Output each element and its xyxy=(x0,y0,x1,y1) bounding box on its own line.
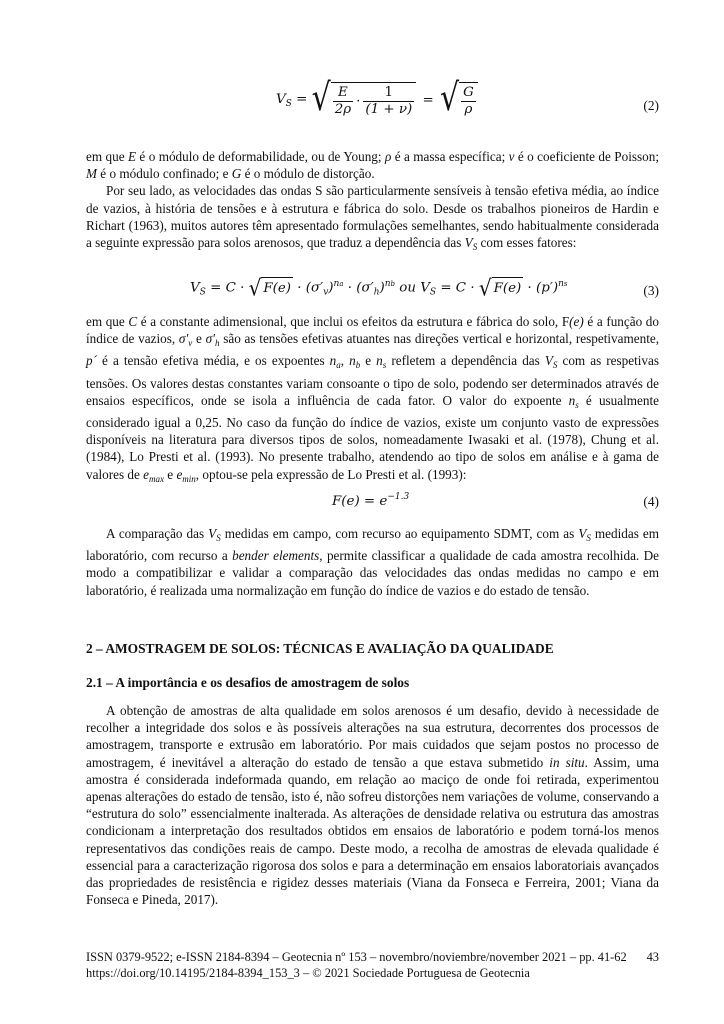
footer-issn: ISSN 0379-9522; e-ISSN 2184-8394 – Geotecnia nº 153 – novembro/noviembre/november 2021 – pp. 41-62 xyxy=(86,950,627,964)
equation-2-body: $V_S$ = √ $\frac{E}{2\rho}$ · $\frac{1}{(1 + \nu)}$ = √ $\frac{G}{\rho}$ xyxy=(276,82,478,118)
subsection-heading: 2.1 – A importância e os desafios de amostragem de solos xyxy=(86,675,410,690)
paragraph-3: em que C é a constante adimensional, que inclui os efeitos da estrutura e fábrica do solo, F(e) é a função do índice de vazios, $\sigma'_v$ e $\sigma'_h$ são as tensões efetivas atuantes nas direções vertical e horizontal, respetivamente, p´ é a tensão efetiva média, e os expoentes $n_a$, $n_b$ e $n_s$ refletem a dependência das $V_S$ com as respetivas tensões. Os valores destas constantes variam consoante o tipo de solo, podendo ser determinados através de ensaios específicos, onde se isola a influência de cada fator. O valor do expoente $n_s$ é usualmente considerado igual a 0,25. No caso da função do índice de vazios, existe um conjunto vasto de expressões disponíveis na literatura para diversos tipos de solos, nomeadamente Iwasaki et al. (1978), Chung et al. (1984), Lo Presti et al. (1993). No presente trabalho, atendendo ao tipo de solos em análise e à gama de valores de $e_{max}$ e $e_{min}$, optou-se pela expressão de Lo Presti et al. (1993): xyxy=(86,314,660,484)
equation-2 xyxy=(86,76,659,142)
equation-number: (4) xyxy=(643,494,659,509)
equation-3-body: $V_S = C$ · √ F(e) · $(\sigma'_v)^{na} \cdot (\sigma'_h)^{nb}$ ou $V_S = C$ · √ F(e) · $(p')^{ns}$ xyxy=(190,274,568,302)
equation-number: (2) xyxy=(643,98,659,113)
equation-4 xyxy=(86,492,659,516)
page-number: 43 xyxy=(646,950,659,964)
page-footer xyxy=(86,949,659,981)
equation-number: (3) xyxy=(643,283,659,298)
equation-4-body: $F(e) = e^{-1.3}$ xyxy=(332,492,410,509)
section-heading: 2 – AMOSTRAGEM DE SOLOS: TÉCNICAS E AVALIAÇÃO DA QUALIDADE xyxy=(86,641,554,656)
equation-3 xyxy=(86,274,659,307)
paragraph-4: A comparação das $V_S$ medidas em campo, com recurso ao equipamento SDMT, com as $V_S$ medidas em laboratório, com recurso a bender elements, permite classificar a qualidade de cada amostra recolhida. De modo a compatibilizar e validar a comparação das velocidades das ondas medidas no campo e em laboratório, é realizada uma normalização em função do índice de vazios e do estado de tensão. xyxy=(86,526,659,598)
paragraph-5: A obtenção de amostras de alta qualidade em solos arenosos é um desafio, devido à necessidade de recolher a integridade dos solos e às possíveis alterações na sua estrutura, decorrentes dos processos de amostragem, transporte e extrusão em laboratório. Por mais cuidados que sejam postos no processo de amostragem, é inevitável a alteração do estado de tensão a que estava submetido in situ. Assim, uma amostra é considerada indeformada quando, em relação ao maciço de onde foi retirada, experimentou apenas alterações do estado de tensão, isto é, não sofreu distorções nem variações de volume, conservando a “estrutura do solo” essencialmente inalterada. As alterações de densidade relativa ou estrutura das amostras condicionam a interpretação dos resultados obtidos em ensaios de laboratório e podem torná-los menos representativos das condições reais de campo. Deste modo, a recolha de amostras de elevada qualidade é essencial para a caracterização rigorosa dos solos e para a determinação em ensaios laboratoriais avançados das propriedades de resistência e rigidez desses materiais (Viana da Fonseca e Ferreira, 2001; Viana da Fonseca e Pineda, 2017). xyxy=(86,703,660,908)
paragraph-2: Por seu lado, as velocidades das ondas S são particularmente sensíveis à tensão efetiva média, ao índice de vazios, à história de tensões e à estrutura e fábrica do solo. Desde os trabalhos pioneiros de Hardin e Richart (1963), muitos autores têm apresentado formulações semelhantes, sendo habitualmente considerada a seguinte expressão para solos arenosos, que traduz a dependência das $V_S$ com esses fatores: xyxy=(86,183,659,253)
footer-doi: https://doi.org/10.14195/2184-8394_153_3 – © 2021 Sociedade Portuguesa de Geotecnia xyxy=(86,966,530,980)
paragraph-1: em que E é o módulo de deformabilidade, ou de Young; ρ é a massa específica; ν é o coeficiente de Poisson; M é o módulo confinado; e G é o módulo de distorção. Por seu lado, as velocidades das ondas S são particularmente sensíveis à tensão efetiva média, ao índice de vazios, à história de tensões e à estrutura e fábrica do solo. Desde os trabalhos pioneiros de Hardin e Richart (1963), muitos autores têm apresentado formulações semelhantes, sendo habitualmente considerada a seguinte expressão para solos arenosos, que traduz a dependência das $V_S$ com esses fatores: xyxy=(86,148,659,256)
